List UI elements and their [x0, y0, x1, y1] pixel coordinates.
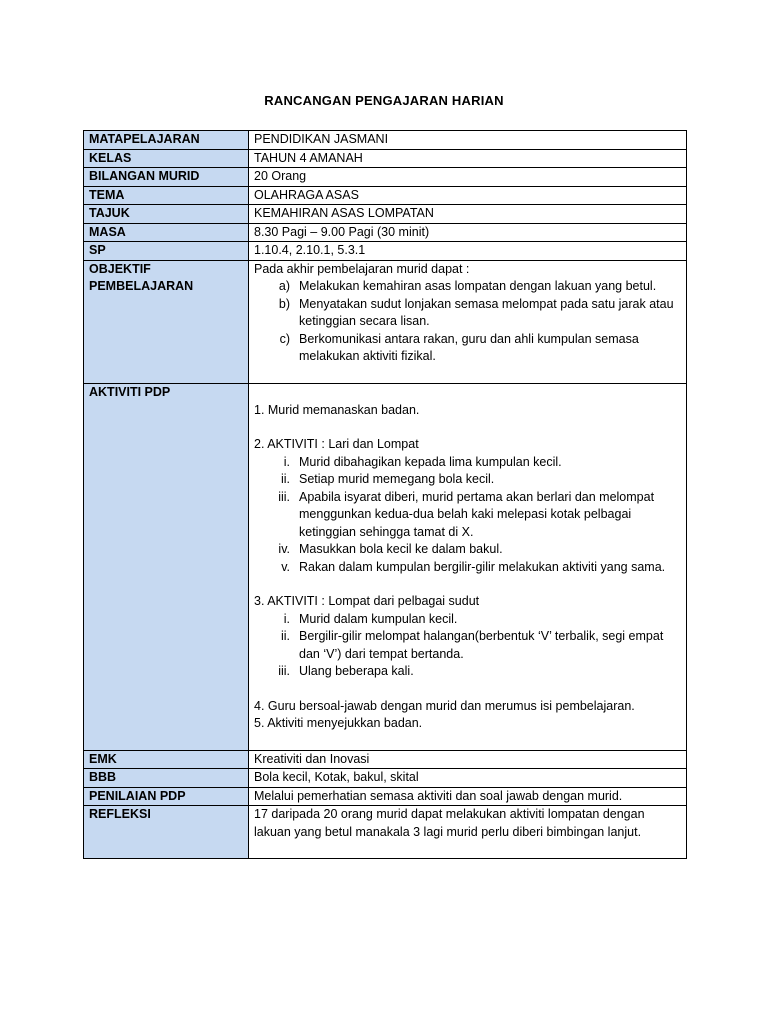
list-marker: iv.: [278, 542, 290, 556]
table-row: [84, 787, 687, 806]
aktiviti-step-3-heading: 3. AKTIVITI : Lompat dari pelbagai sudut: [254, 594, 480, 608]
list-item: [254, 278, 681, 296]
list-item: [254, 663, 681, 681]
row-label-tajuk: TAJUK: [84, 205, 249, 224]
row-label-aktiviti: AKTIVITI PDP: [84, 383, 249, 750]
list-item: [254, 331, 681, 366]
row-value-sp: 1.10.4, 2.10.1, 5.3.1: [249, 242, 687, 261]
objektif-intro: Pada akhir pembelajaran murid dapat :: [254, 261, 470, 276]
row-label-penilaian: PENILAIAN PDP: [84, 787, 249, 806]
list-marker: v.: [281, 559, 290, 574]
list-item: [254, 454, 681, 472]
list-marker: c): [279, 331, 290, 346]
list-item-text: Masukkan bola kecil ke dalam bakul.: [299, 542, 503, 556]
list-item-text: Murid dibahagikan kepada lima kumpulan kecil.: [299, 454, 562, 469]
list-item: [254, 628, 681, 663]
list-marker: i.: [283, 611, 290, 626]
table-row: [84, 205, 687, 224]
table-row: [84, 168, 687, 187]
row-label-masa: MASA: [84, 223, 249, 242]
row-value-bilangan-murid: 20 Orang: [249, 168, 687, 187]
list-item-text: Bergilir-gilir melompat halangan(berbentuk ‘V’ terbalik, segi empat dan ‘V’) dari tempat bertanda.: [299, 629, 664, 661]
row-value-tajuk: KEMAHIRAN ASAS LOMPATAN: [249, 205, 687, 224]
row-label-bilangan-murid: BILANGAN MURID: [84, 168, 249, 187]
row-value-bbb: Bola kecil, Kotak, bakul, skital: [249, 769, 687, 788]
list-marker: iii.: [278, 664, 290, 678]
aktiviti-step-4: 4. Guru bersoal-jawab dengan murid dan merumus isi pembelajaran.: [254, 698, 635, 713]
lesson-plan-table: [83, 130, 687, 859]
aktiviti-step-1: 1. Murid memanaskan badan.: [254, 402, 420, 417]
list-item: [254, 541, 681, 559]
table-row: [84, 149, 687, 168]
list-item: [254, 296, 681, 331]
list-marker: b): [278, 296, 290, 311]
objektif-list: [254, 278, 681, 366]
table-row: [84, 186, 687, 205]
list-item-text: Melakukan kemahiran asas lompatan dengan lakuan yang betul.: [299, 279, 657, 293]
row-value-tema: OLAHRAGA ASAS: [249, 186, 687, 205]
list-marker: i.: [283, 454, 290, 469]
row-label-kelas: KELAS: [84, 149, 249, 168]
row-value-penilaian: Melalui pemerhatian semasa aktiviti dan soal jawab dengan murid.: [249, 787, 687, 806]
list-item-text: Berkomunikasi antara rakan, guru dan ahli kumpulan semasa melakukan aktiviti fizikal.: [299, 331, 639, 363]
objektif-label-text: OBJEKTIF PEMBELAJARAN: [89, 261, 194, 293]
list-item-text: Apabila isyarat diberi, murid pertama akan berlari dan melompat menggunkan kedua-dua belah kaki melepasi kotak pelbagai ketinggian sehingga tamat di X.: [299, 489, 655, 539]
row-label-emk: EMK: [84, 750, 249, 769]
list-marker: ii.: [280, 472, 290, 486]
list-item: [254, 489, 681, 542]
page-title: RANCANGAN PENGAJARAN HARIAN: [264, 93, 504, 108]
list-item-text: Menyatakan sudut lonjakan semasa melompat pada satu jarak atau ketinggian secara lisan.: [299, 296, 674, 328]
row-value-matapelajaran: PENDIDIKAN JASMANI: [249, 131, 687, 150]
row-label-tema: TEMA: [84, 186, 249, 205]
row-label-sp: SP: [84, 242, 249, 261]
aktiviti-step-3-list: [254, 611, 681, 681]
row-label-matapelajaran: MATAPELAJARAN: [84, 131, 249, 150]
table-row: [84, 383, 687, 750]
aktiviti-step-5: 5. Aktiviti menyejukkan badan.: [254, 716, 423, 730]
table-row: [84, 750, 687, 769]
table-row: [84, 260, 687, 383]
list-marker: iii.: [278, 489, 290, 504]
list-item-text: Ulang beberapa kali.: [299, 664, 414, 678]
row-value-kelas: TAHUN 4 AMANAH: [249, 149, 687, 168]
row-value-masa: 8.30 Pagi – 9.00 Pagi (30 minit): [249, 223, 687, 242]
list-marker: a): [278, 279, 290, 293]
row-value-objektif: [249, 260, 687, 383]
list-marker: ii.: [280, 629, 290, 643]
aktiviti-step-2-list: [254, 454, 681, 577]
row-label-refleksi: REFLEKSI: [84, 806, 249, 859]
row-value-emk: Kreativiti dan Inovasi: [249, 750, 687, 769]
row-label-objektif: [84, 260, 249, 383]
table-row: [84, 769, 687, 788]
list-item: [254, 471, 681, 489]
row-label-bbb: BBB: [84, 769, 249, 788]
table-row: [84, 242, 687, 261]
list-item-text: Setiap murid memegang bola kecil.: [299, 472, 495, 486]
table-row: [84, 806, 687, 859]
table-row: [84, 131, 687, 150]
row-value-refleksi: 17 daripada 20 orang murid dapat melakukan aktiviti lompatan dengan lakuan yang betul manakala 3 lagi murid perlu diberi bimbingan lanjut.: [249, 806, 687, 859]
list-item: [254, 611, 681, 629]
list-item-text: Murid dalam kumpulan kecil.: [299, 611, 458, 626]
aktiviti-step-2-heading: 2. AKTIVITI : Lari dan Lompat: [254, 437, 419, 451]
table-row: [84, 223, 687, 242]
list-item: [254, 559, 681, 577]
list-item-text: Rakan dalam kumpulan bergilir-gilir melakukan aktiviti yang sama.: [299, 559, 666, 574]
row-value-aktiviti: [249, 383, 687, 750]
